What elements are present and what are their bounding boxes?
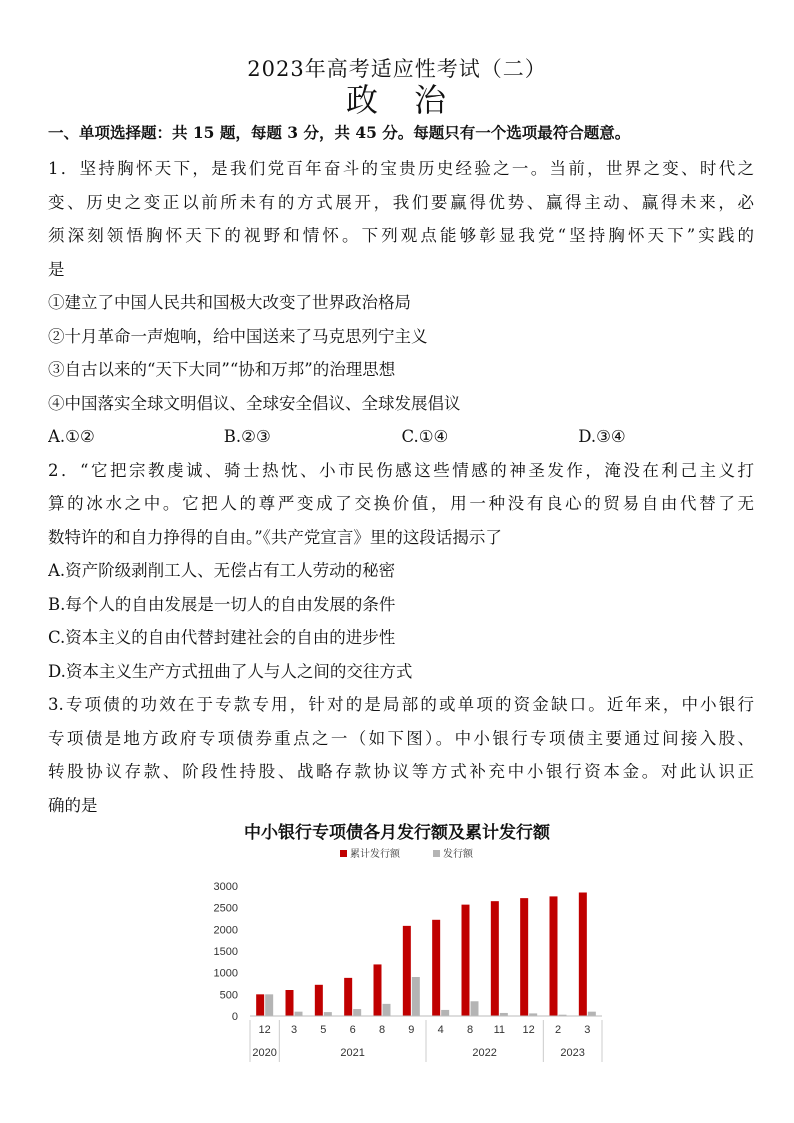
y-axis <box>214 881 238 1023</box>
q1-options <box>48 420 754 454</box>
bar-monthly <box>441 1010 449 1016</box>
q2-line: 2．“它把宗教虔诚、骑士热忱、小市民伤感这些情感的神圣发作，淹没在利己主义打 <box>48 460 754 480</box>
q1-option-b: B.②③ <box>223 427 271 446</box>
bar-monthly <box>265 994 273 1016</box>
legend-label-cumulative: 累计发行额 <box>350 849 400 860</box>
q1-line: 变、历史之变正以前所未有的方式展开，我们要赢得优势、赢得主动、赢得未来，必 <box>48 192 754 212</box>
subject-title: 政 治 <box>345 81 448 119</box>
q1-item: ②十月革命一声炮响，给中国送来了马克思列宁主义 <box>48 326 428 346</box>
y-tick-label: 1500 <box>213 946 238 958</box>
bar-cumulative <box>579 893 587 1017</box>
questions-body <box>48 152 754 822</box>
bar-monthly <box>588 1012 596 1016</box>
x-tick-label: 5 <box>320 1024 327 1036</box>
y-tick-label: 500 <box>219 989 238 1002</box>
bar-cumulative <box>520 898 528 1016</box>
q1-option-a: A.①② <box>48 427 95 446</box>
x-tick-label: 9 <box>408 1024 415 1036</box>
year-group-label: 2021 <box>340 1047 365 1059</box>
q2-option-d: D.资本主义生产方式扭曲了人与人之间的交往方式 <box>48 661 413 681</box>
q1-item: ③自古以来的“天下大同”“协和万邦”的治理思想 <box>48 360 396 379</box>
bar-monthly <box>471 1001 479 1016</box>
section-heading: 一、单项选择题：共 15 题，每题 3 分，共 45 分。每题只有一个选项最符合题意。 <box>48 123 631 142</box>
q1-option-d: D.③④ <box>578 427 626 446</box>
q3-line: 确的是 <box>48 795 98 815</box>
year-group-label: 2022 <box>472 1047 497 1059</box>
bar-cumulative <box>315 985 323 1016</box>
q2-line: 算的冰水之中。它把人的尊严变成了交换价值，用一种没有良心的贸易自由代替了无 <box>48 494 754 513</box>
y-tick-label: 2500 <box>213 902 238 915</box>
q2-option-a: A.资产阶级剥削工人、无偿占有工人劳动的秘密 <box>48 561 396 580</box>
year-group-label: 2023 <box>560 1047 585 1059</box>
chart-bars <box>256 893 596 1017</box>
x-tick-label: 12 <box>522 1024 535 1036</box>
bond-issuance-chart <box>200 842 610 1064</box>
q2-option-c: C.资本主义的自由代替封建社会的自由的进步性 <box>48 628 396 647</box>
q3-line: 转股协议存款、阶段性持股、战略存款协议等方式补充中小银行资本金。对此认识正 <box>48 762 754 781</box>
x-tick-label: 8 <box>378 1024 386 1036</box>
q3-line: 3.专项债的功效在于专款专用，针对的是局部的或单项的资金缺口。近年来，中小银行 <box>48 695 754 714</box>
x-tick-label: 12 <box>258 1024 271 1036</box>
legend-swatch-monthly <box>433 850 440 857</box>
y-tick-label: 1000 <box>213 967 238 980</box>
q1-item: ④中国落实全球文明倡议、全球安全倡议、全球发展倡议 <box>48 393 461 413</box>
bar-cumulative <box>432 920 440 1016</box>
q1-line: 是 <box>48 259 65 279</box>
year-group-label: 2020 <box>252 1047 277 1059</box>
x-tick-label: 3 <box>290 1024 298 1036</box>
bar-monthly <box>383 1004 391 1016</box>
x-tick-label: 6 <box>349 1024 356 1036</box>
x-tick-label: 3 <box>584 1024 591 1036</box>
x-tick-label: 11 <box>493 1024 506 1036</box>
bar-cumulative <box>550 896 558 1016</box>
bar-cumulative <box>403 926 411 1016</box>
legend-label-monthly: 发行额 <box>443 849 473 860</box>
q3-line: 专项债是地方政府专项债券重点之一（如下图）。中小银行专项债主要通过间接入股、 <box>48 728 754 748</box>
x-tick-label: 2 <box>554 1024 562 1036</box>
q2-option-b: B.每个人的自由发展是一切人的自由发展的条件 <box>48 594 396 614</box>
y-tick-label: 2000 <box>213 924 238 937</box>
q1-item: ①建立了中国人民共和国极大改变了世界政治格局 <box>48 293 411 312</box>
bar-cumulative <box>286 990 294 1016</box>
chart-legend <box>340 847 474 860</box>
x-tick-label: 4 <box>437 1024 444 1036</box>
bar-cumulative <box>344 978 352 1016</box>
y-tick-label: 0 <box>231 1011 238 1023</box>
bar-cumulative <box>462 905 470 1016</box>
exam-title: 2023年高考适应性考试（二） <box>247 57 547 81</box>
bar-cumulative <box>256 994 264 1016</box>
bar-cumulative <box>374 964 382 1016</box>
q1-line: 须深刻领悟胸怀天下的视野和情怀。下列观点能够彰显我党“坚持胸怀天下”实践的 <box>48 226 754 245</box>
y-tick-label: 3000 <box>213 881 238 893</box>
q1-option-c: C.①④ <box>401 427 449 446</box>
chart-title: 中小银行专项债各月发行额及累计发行额 <box>244 823 550 843</box>
bar-monthly <box>353 1009 361 1016</box>
bar-monthly <box>324 1012 332 1016</box>
legend-swatch-cumulative <box>340 850 347 857</box>
q2-line: 数特许的和自力挣得的自由。”《共产党宣言》里的这段话揭示了 <box>48 527 502 547</box>
bar-cumulative <box>491 901 499 1016</box>
q1-line: 1．坚持胸怀天下，是我们党百年奋斗的宝贵历史经验之一。当前，世界之变、时代之 <box>48 159 754 178</box>
x-axis <box>250 1016 602 1062</box>
bar-monthly <box>412 977 420 1016</box>
x-tick-label: 8 <box>466 1024 474 1036</box>
bar-monthly <box>295 1012 303 1016</box>
